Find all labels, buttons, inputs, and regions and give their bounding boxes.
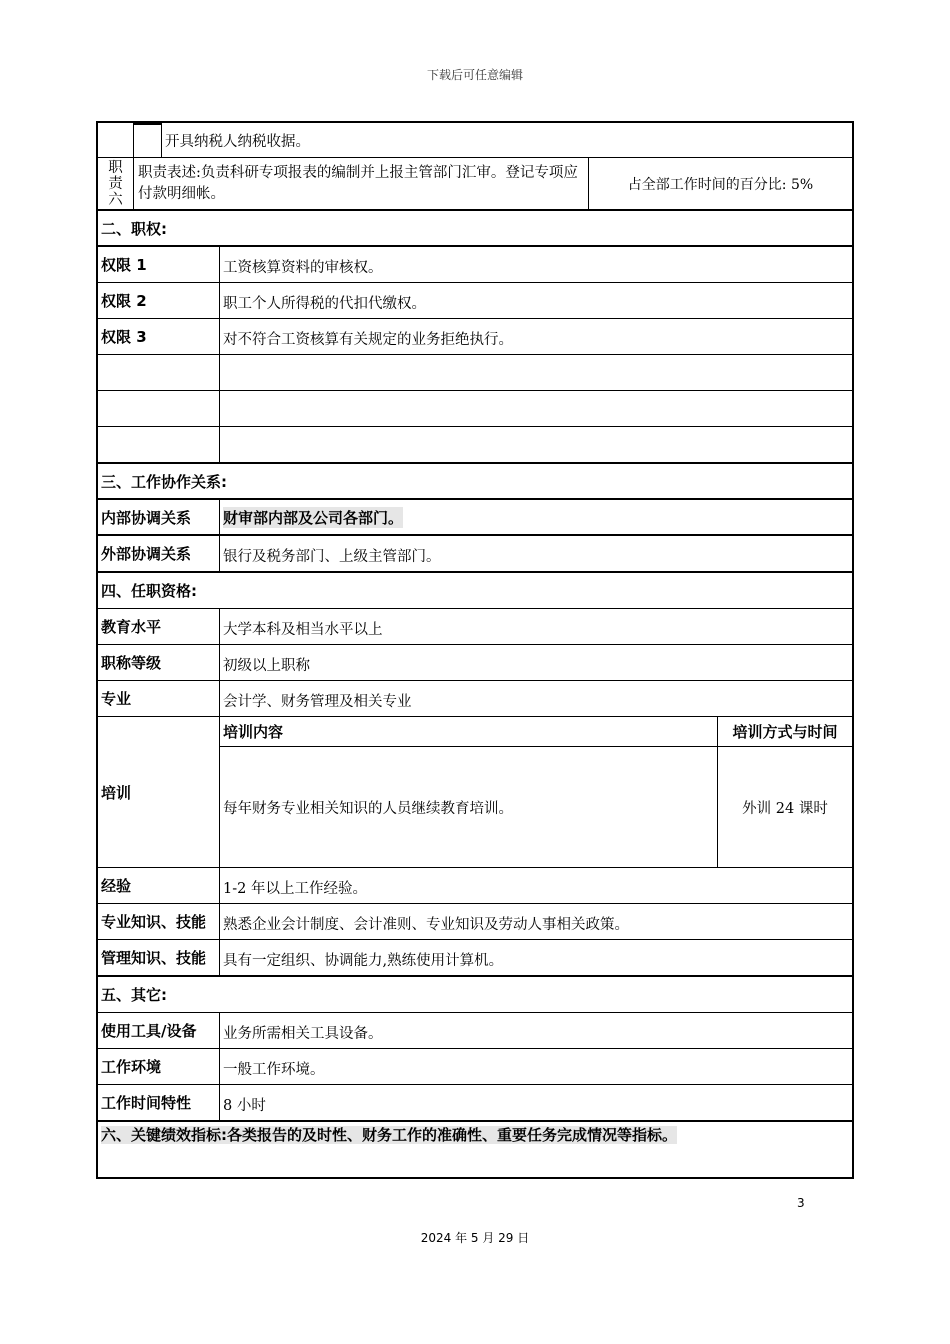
experience-row — [98, 868, 852, 904]
education-row — [98, 609, 852, 645]
internal-coordination-value: 财审部内部及公司各部门。 — [223, 508, 404, 527]
authority-row-2 — [98, 283, 852, 319]
internal-coordination-label: 内部协调关系 — [101, 508, 192, 527]
authority-row-empty-3 — [98, 427, 852, 464]
experience-label: 经验 — [101, 877, 132, 895]
authority-row-1 — [98, 247, 852, 283]
section-qualification-header — [98, 573, 852, 609]
training-method-value: 外训 24 课时 — [742, 800, 828, 817]
environment-value: 一般工作环境。 — [223, 1062, 325, 1078]
work-hours-row — [98, 1085, 852, 1122]
major-row — [98, 681, 852, 717]
training-method-header: 培训方式与时间 — [732, 723, 838, 741]
duty-continuation-text: 开具纳税人纳税收据。 — [165, 133, 310, 150]
header-note: 下载后可任意编辑 — [426, 68, 523, 82]
authority-2-value: 职工个人所得税的代扣代缴权。 — [223, 296, 426, 312]
education-label: 教育水平 — [101, 618, 162, 636]
management-skill-value: 具有一定组织、协调能力,熟练使用计算机。 — [223, 953, 504, 969]
tools-label: 使用工具/设备 — [101, 1022, 197, 1040]
duty-six-time-share: 占全部工作时间的百分比: 5% — [627, 176, 814, 193]
page-number: 3 — [797, 1196, 805, 1210]
tools-value: 业务所需相关工具设备。 — [223, 1026, 383, 1042]
title-level-row — [98, 645, 852, 681]
section-cooperation-title: 三、工作协作关系: — [101, 472, 227, 491]
external-coordination-row — [98, 536, 852, 573]
section-authority-header — [98, 211, 852, 247]
professional-skill-row — [98, 904, 852, 940]
job-description-table — [96, 121, 854, 1179]
internal-coordination-row — [98, 500, 852, 536]
duty-six-description: 职责表述:负责科研专项报表的编制并上报主管部门汇审。登记专项应付款明细帐。 — [138, 164, 578, 202]
authority-1-value: 工资核算资料的审核权。 — [223, 260, 383, 276]
authority-row-empty-2 — [98, 391, 852, 427]
authority-row-empty-1 — [98, 355, 852, 391]
duty-six-row — [98, 158, 852, 211]
work-hours-label: 工作时间特性 — [101, 1094, 192, 1112]
experience-value: 1-2 年以上工作经验。 — [223, 881, 367, 897]
authority-row-3 — [98, 319, 852, 355]
training-content-header: 培训内容 — [223, 723, 284, 741]
authority-1-label: 权限 1 — [101, 256, 147, 274]
education-value: 大学本科及相当水平以上 — [223, 622, 383, 638]
training-row — [98, 717, 852, 868]
footer-date: 2024 年 5 月 29 日 — [420, 1231, 530, 1245]
authority-3-value: 对不符合工资核算有关规定的业务拒绝执行。 — [223, 332, 513, 348]
environment-row — [98, 1049, 852, 1085]
section-authority-title: 二、职权: — [101, 219, 167, 238]
professional-skill-value: 熟悉企业会计制度、会计准则、专业知识及劳动人事相关政策。 — [223, 917, 629, 933]
duty-six-label: 职责六 — [108, 159, 123, 208]
training-label: 培训 — [101, 783, 132, 802]
management-skill-label: 管理知识、技能 — [101, 948, 207, 967]
title-level-value: 初级以上职称 — [223, 658, 310, 674]
title-level-label: 职称等级 — [101, 654, 162, 672]
training-content-value: 每年财务专业相关知识的人员继续教育培训。 — [223, 800, 513, 817]
management-skill-row — [98, 940, 852, 977]
section-other-header — [98, 977, 852, 1013]
environment-label: 工作环境 — [101, 1058, 162, 1076]
duty-continuation-row — [98, 123, 852, 158]
external-coordination-value: 银行及税务部门、上级主管部门。 — [223, 549, 441, 565]
section-cooperation-header — [98, 464, 852, 500]
major-label: 专业 — [101, 690, 132, 708]
authority-2-label: 权限 2 — [101, 292, 147, 310]
authority-3-label: 权限 3 — [101, 328, 147, 346]
tools-row — [98, 1013, 852, 1049]
major-value: 会计学、财务管理及相关专业 — [223, 694, 412, 710]
section-qualification-title: 四、任职资格: — [101, 582, 197, 600]
section-kpi-title: 六、关键绩效指标:各类报告的及时性、财务工作的准确性、重要任务完成情况等指标。 — [101, 1126, 678, 1144]
section-kpi — [98, 1122, 852, 1177]
professional-skill-label: 专业知识、技能 — [101, 912, 207, 931]
work-hours-value: 8 小时 — [223, 1098, 266, 1114]
external-coordination-label: 外部协调关系 — [101, 545, 192, 563]
section-other-title: 五、其它: — [101, 986, 167, 1004]
